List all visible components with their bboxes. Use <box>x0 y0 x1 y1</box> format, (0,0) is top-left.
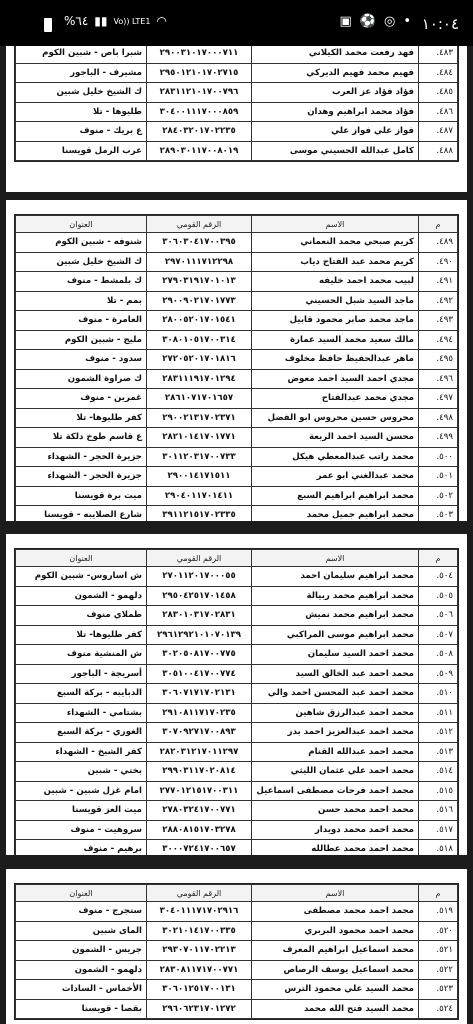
table-row <box>16 408 458 428</box>
row-number: ٤٩٤. <box>419 330 458 350</box>
national-id: ٢٩٠٠١٤١٧١٥١١ <box>147 467 252 487</box>
address: ميت برة قويسنا <box>16 486 147 506</box>
table-row <box>16 664 458 684</box>
address: دلهمو - الشمون <box>16 586 147 606</box>
table-row <box>16 684 458 704</box>
row-number: ٤٩١. <box>419 272 458 292</box>
national-id: ٣٠٦٠٧١٧١٧٠٢١٣١ <box>147 684 252 704</box>
row-number: ٥١٤. <box>419 762 458 782</box>
address: ستجرج - منوف <box>16 902 147 922</box>
table-row <box>16 980 458 1000</box>
row-number: ٥١٢. <box>419 723 458 743</box>
col-header-national-id: الرقم القومي <box>147 885 252 902</box>
address: الغوري - بركة السبع <box>16 723 147 743</box>
national-id: ٢٩٩٠٣١١٧٠٢٠٨١٤ <box>147 762 252 782</box>
table-row <box>16 762 458 782</box>
col-header-address: العنوان <box>16 216 147 233</box>
person-name: لبيب محمد احمد خليفه <box>252 272 419 292</box>
person-name: محمد احمد عبد الخالق السيد <box>252 664 419 684</box>
col-header-national-id: الرقم القومي <box>147 216 252 233</box>
person-name: محمد احمد عبد المحسن احمد والي <box>252 684 419 704</box>
table-row <box>16 46 458 63</box>
col-header-number: م <box>419 550 458 567</box>
national-id: ٣٠١١٢٠٣١٧٠٠٧٣٣ <box>147 447 252 467</box>
col-header-name: الاسم <box>252 550 419 567</box>
table-row <box>16 63 458 83</box>
person-name: محسن السيد احمد الربعة <box>252 428 419 448</box>
person-name: ماجد السيد شبل الحسيني <box>252 291 419 311</box>
whatsapp-icon: ◎ <box>383 14 396 29</box>
table-row <box>16 83 458 103</box>
address: ع بريك - منوف <box>16 122 147 142</box>
person-name: ماهر عبدالحفيظ حافظ مخلوف <box>252 350 419 370</box>
person-name: كريم صبحي محمد النعماني <box>252 233 419 253</box>
clock: ١٠:٠٤ <box>421 15 459 33</box>
national-id: ٣٠٦٠٣٠٤١٧٠٠٣٩٥ <box>147 233 252 253</box>
person-name: محمد اسماعيل ابراهيم المعرف <box>252 941 419 961</box>
row-number: ٤٩٦. <box>419 369 458 389</box>
row-number: ٥٠٥. <box>419 586 458 606</box>
person-name: محمد احمد عبدالرزق شاهين <box>252 703 419 723</box>
person-name: محمد احمد علي عثمان الليثي <box>252 762 419 782</box>
person-name: محمد احمد فرحات مصطفى اسماعيل <box>252 781 419 801</box>
col-header-national-id: الرقم القومي <box>147 550 252 567</box>
address: كفر طليوها- تلا <box>16 625 147 645</box>
person-name: محمد ابراهيم سليمان احمد <box>252 567 419 587</box>
address: شنوفه - شبين الكوم <box>16 233 147 253</box>
person-name: محمد احمد محمد عطالله <box>252 840 419 856</box>
records-table-3 <box>15 549 458 855</box>
national-id: ٢٨٦١٠٧١٧٠١٦٥٧ <box>147 389 252 409</box>
person-name: كامل عبدالله الحسيني موسى <box>252 141 419 161</box>
person-name: محمد ابراهيم جميل محمد <box>252 506 419 522</box>
address: جريس - الشمون <box>16 941 147 961</box>
row-number: ٥١٣. <box>419 742 458 762</box>
document-page-2 <box>6 200 467 521</box>
person-name: محمد احمد محمد دويدار <box>252 820 419 840</box>
table-row <box>16 625 458 645</box>
table-row <box>16 141 458 161</box>
row-number: ٥٢١. <box>419 941 458 961</box>
address: بقصا - قويسنا <box>16 999 147 1019</box>
national-id: ٢٩٠٠٢١٣١٧٠٢٣٧١ <box>147 408 252 428</box>
address: كفر طليوها- تلا <box>16 408 147 428</box>
address: بمم - تلا <box>16 291 147 311</box>
address: دلهمو - الشمون <box>16 960 147 980</box>
address: سدود - منوف <box>16 350 147 370</box>
national-id: ٣٩١١٢١٥١٧٠٢٣٣٥ <box>147 506 252 522</box>
table-row <box>16 703 458 723</box>
table-row <box>16 272 458 292</box>
system-icons <box>64 14 167 28</box>
person-name: ماجد محمد صابر محمود قابيل <box>252 311 419 331</box>
table-row <box>16 428 458 448</box>
person-name: محمد اسماعيل يوسف الرصاص <box>252 960 419 980</box>
national-id: ٣٠٤٠٠١١١٧٠٠٠٨٥٩ <box>147 102 252 122</box>
ball-icon: ⚽ <box>359 14 376 29</box>
address: مشيرف - الباجور <box>16 63 147 83</box>
address: شبرا باص - شبين الكوم <box>16 46 147 63</box>
address: غمرين - منوف <box>16 389 147 409</box>
table-row <box>16 840 458 856</box>
notification-icons <box>340 14 412 29</box>
col-header-address: العنوان <box>16 550 147 567</box>
person-name: محروس حسين محروس ابو الفضل <box>252 408 419 428</box>
row-number: ٥٠٠. <box>419 447 458 467</box>
row-number: ٥١٥. <box>419 781 458 801</box>
address: الأخماس - السادات <box>16 980 147 1000</box>
row-number: ٤٨٦. <box>419 102 458 122</box>
person-name: كريم محمد عبد الفتاح دياب <box>252 252 419 272</box>
national-id: ٢٧٩٠٣١٩١٧٠١٠١٣ <box>147 272 252 292</box>
national-id: ٣٠٨٠١٠٥١٧٠٠٣١٤ <box>147 330 252 350</box>
address: ك الشيخ خليل شبين <box>16 252 147 272</box>
national-id: ٢٩٠٤٠١١٧٠١٤١١ <box>147 486 252 506</box>
national-id: ٣٠٧٠٩٢٧١٧٠٠٨٩٣ <box>147 723 252 743</box>
row-number: ٤٩٣. <box>419 311 458 331</box>
table-row <box>16 999 458 1019</box>
table-row <box>16 742 458 762</box>
row-number: ٤٩٩. <box>419 428 458 448</box>
person-name: فهيم محمد فهيم الديركي <box>252 63 419 83</box>
document-page-3 <box>6 534 467 855</box>
person-name: فواز علي فواز علي <box>252 122 419 142</box>
address: ك صراوة الشمون <box>16 369 147 389</box>
row-number: ٥١٩. <box>419 902 458 922</box>
national-id: ٢٩٦٠٦٢٣١٧٠١٢٧٢ <box>147 999 252 1019</box>
row-number: ٥١١. <box>419 703 458 723</box>
row-number: ٥١٨. <box>419 840 458 856</box>
table-row <box>16 369 458 389</box>
address: بختي - شبين <box>16 762 147 782</box>
table-row <box>16 781 458 801</box>
national-id: ٢٩٣٠٧٠١١٧٠٢٢١٣ <box>147 941 252 961</box>
records-table-2 <box>15 215 458 521</box>
person-name: محمد عبدالغني ابو عمر <box>252 467 419 487</box>
row-number: ٥٠٩. <box>419 664 458 684</box>
row-number: ٤٨٩. <box>419 233 458 253</box>
person-name: فهد رفعت محمد الكيلاني <box>252 46 419 63</box>
wifi-icon: ◠ <box>156 14 167 28</box>
address: أسريجة - الباجور <box>16 664 147 684</box>
status-bar <box>0 0 473 46</box>
national-id: ٢٩٠٠٩٠٢١٧٠١٧٧٣ <box>147 291 252 311</box>
address: عرب الرمل قويسنا <box>16 141 147 161</box>
row-number: ٥٠٢. <box>419 486 458 506</box>
row-number: ٤٨٤. <box>419 63 458 83</box>
national-id: ٢٧٨٠٣٢٤١٧٠٠٧٧١ <box>147 801 252 821</box>
table-row <box>16 467 458 487</box>
battery-icon <box>44 18 52 32</box>
address: ميت العز قويسنا <box>16 801 147 821</box>
table-row <box>16 252 458 272</box>
battery-text: %٦٤ <box>64 14 89 28</box>
row-number: ٥٢٤. <box>419 999 458 1019</box>
table-row <box>16 486 458 506</box>
row-number: ٤٨٨. <box>419 141 458 161</box>
row-number: ٤٩٧. <box>419 389 458 409</box>
national-id: ٣٠٦٠١٢٥١٧٠٠١٣١ <box>147 980 252 1000</box>
row-number: ٥٠٣. <box>419 506 458 522</box>
national-id: ٢٩٦١٢٩٢١٠١٠٧٠١٣٩ <box>147 625 252 645</box>
address: ك بلمشط - منوف <box>16 272 147 292</box>
person-name: محمد احمد محمد مصطفى <box>252 902 419 922</box>
row-number: ٥٠٤. <box>419 567 458 587</box>
table-row <box>16 586 458 606</box>
person-name: محمد ابراهيم محمد نميش <box>252 606 419 626</box>
national-id: ٢٧٧٠١٢١٥١٧٠٠٣١١ <box>147 781 252 801</box>
table-row <box>16 606 458 626</box>
table-row <box>16 506 458 522</box>
row-number: ٥٠٦. <box>419 606 458 626</box>
address: ع قاسم طوخ دلكة تلا <box>16 428 147 448</box>
table-row <box>16 567 458 587</box>
person-name: محمد ابراهيم محمد ربيالة <box>252 586 419 606</box>
person-name: محمد ابراهيم ابراهيم السبع <box>252 486 419 506</box>
address: برهيم - منوف <box>16 840 147 856</box>
document-page-1 <box>6 46 467 192</box>
person-name: فؤاد فؤاد عز العرب <box>252 83 419 103</box>
address: ش المنشية منوف <box>16 645 147 665</box>
person-name: مجدي محمد عبدالفتاح <box>252 389 419 409</box>
national-id: ٢٨٨٠٨١٥١٧٠٣٢٧٨ <box>147 820 252 840</box>
national-id: ٢٧٢٠٥٢٠١٧٠١٨١٦ <box>147 350 252 370</box>
national-id: ٣٠٢١٠١٤١٧٠٠٣٣٥ <box>147 921 252 941</box>
table-header-row <box>16 216 458 233</box>
row-number: ٥١٠. <box>419 684 458 704</box>
table-row <box>16 122 458 142</box>
national-id: ٢٨٣٠١٠٣١٧٠٢٨٣١ <box>147 606 252 626</box>
row-number: ٥١٧. <box>419 820 458 840</box>
address: شارع الصلايبه - قويسنا <box>16 506 147 522</box>
person-name: محمد راتب عبدالمعطي هيكل <box>252 447 419 467</box>
table-row <box>16 447 458 467</box>
person-name: محمد احمد عبدالعزيز احمد بدر <box>252 723 419 743</box>
person-name: فؤاد محمد ابراهيم وهدان <box>252 102 419 122</box>
national-id: ٣٠٠٠٧٢٤١٧٠٠٦٥٧ <box>147 840 252 856</box>
person-name: محمد السيد علي محمود الترس <box>252 980 419 1000</box>
table-row <box>16 723 458 743</box>
national-id: ٢٨٣١١٢١٠١٧٠٠٧٩٦ <box>147 83 252 103</box>
row-number: ٤٩٨. <box>419 408 458 428</box>
row-number: ٥٠٨. <box>419 645 458 665</box>
national-id: ٣٠٢٠٥٠٨١٧٠٠٧٧٥ <box>147 645 252 665</box>
row-number: ٤٩٢. <box>419 291 458 311</box>
col-header-address: العنوان <box>16 885 147 902</box>
table-row <box>16 233 458 253</box>
dot-icon: • <box>403 14 411 29</box>
table-row <box>16 645 458 665</box>
national-id: ٢٨٩٠٣٠١١٧٠٠٨٠١٩ <box>147 141 252 161</box>
person-name: محمد احمد عبدالله القنام <box>252 742 419 762</box>
national-id: ٣٠٥١٠٠٤١٧٠٠٧٧٤ <box>147 664 252 684</box>
gallery-icon: ▣ <box>339 14 352 29</box>
table-row <box>16 311 458 331</box>
address: الدبايبه - بركة السبع <box>16 684 147 704</box>
row-number: ٥٠٧. <box>419 625 458 645</box>
table-header-row <box>16 550 458 567</box>
address: ش اساروس- شبين الكوم <box>16 567 147 587</box>
row-number: ٥٢٢. <box>419 960 458 980</box>
person-name: محمد احمد السيد سليمان <box>252 645 419 665</box>
address: العامرة - منوف <box>16 311 147 331</box>
records-table-4 <box>15 884 458 1019</box>
national-id: ٢٧٠١١٢٠١٧٠٠٠٥٥ <box>147 567 252 587</box>
national-id: ٢٩٧٠١١١٧١٢٢٩٨ <box>147 252 252 272</box>
col-header-name: الاسم <box>252 216 419 233</box>
table-row <box>16 102 458 122</box>
national-id: ٢٩٥٠١٢١٠١٧٠٢٧١٥ <box>147 63 252 83</box>
table-row <box>16 350 458 370</box>
address: ك الشيخ خليل شبين <box>16 83 147 103</box>
row-number: ٥٢٠. <box>419 921 458 941</box>
table-row <box>16 801 458 821</box>
address: الماى شبين <box>16 921 147 941</box>
address: سروهيت - منوف <box>16 820 147 840</box>
table-row <box>16 389 458 409</box>
national-id: ٢٩١٠٨١١٧١٧٠٢٣٥ <box>147 703 252 723</box>
address: امام غزل شبين - شبين <box>16 781 147 801</box>
table-row <box>16 902 458 922</box>
table-row <box>16 960 458 980</box>
col-header-number: م <box>419 216 458 233</box>
national-id: ٢٨٤٠٣٢٠١٧٠٢٢٣٥ <box>147 122 252 142</box>
table-row <box>16 941 458 961</box>
address: مليج - شبين الكوم <box>16 330 147 350</box>
national-id: ٢٩٠٠٣١٠١٧٠٠٠٧١١ <box>147 46 252 63</box>
national-id: ٢٨٣٠٨١١٧١٧٠٠٧٧١ <box>147 960 252 980</box>
person-name: مالك سعيد محمد السيد عمارة <box>252 330 419 350</box>
col-header-number: م <box>419 885 458 902</box>
row-number: ٤٨٥. <box>419 83 458 103</box>
address: طملاي منوف <box>16 606 147 626</box>
national-id: ٣٠٤٠١١١٧١٧٠٢٩١٦ <box>147 902 252 922</box>
address: كفر الشيخ - الشهداء <box>16 742 147 762</box>
row-number: ٤٨٧. <box>419 122 458 142</box>
national-id: ٢٨٠٠٥٢٠١٧٠١٥٤١ <box>147 311 252 331</box>
row-number: ٤٩٥. <box>419 350 458 370</box>
person-name: محمد ابراهيم موسى المراكبي <box>252 625 419 645</box>
national-id: ٢٨٢١٠١٤١٧٠١٧٧١ <box>147 428 252 448</box>
table-row <box>16 921 458 941</box>
national-id: ٢٨٣١١١٩١٧٠١٢٩٤ <box>147 369 252 389</box>
table-row <box>16 330 458 350</box>
national-id: ٢٨٢٠٣١٢١٧٠١١٢٩٧ <box>147 742 252 762</box>
person-name: محمد احمد محمد حسن <box>252 801 419 821</box>
person-name: مجدي احمد السيد احمد معوض <box>252 369 419 389</box>
person-name: محمد السيد فتح الله محمد <box>252 999 419 1019</box>
col-header-name: الاسم <box>252 885 419 902</box>
row-number: ٥١٦. <box>419 801 458 821</box>
network-label: Vo)) LTE1 <box>113 16 151 26</box>
address: جزيرة الحجر - الشهداء <box>16 447 147 467</box>
row-number: ٥٠١. <box>419 467 458 487</box>
row-number: ٥٢٣. <box>419 980 458 1000</box>
address: بشتامي - الشهداء <box>16 703 147 723</box>
table-header-row <box>16 885 458 902</box>
row-number: ٤٨٣. <box>419 46 458 63</box>
table-row <box>16 820 458 840</box>
address: طليوها - تلا <box>16 102 147 122</box>
row-number: ٤٩٠. <box>419 252 458 272</box>
document-page-4 <box>6 869 467 1024</box>
address: جزيرة الحجر - الشهداء <box>16 467 147 487</box>
national-id: ٢٩٥٠٤٢٥١٧٠١٤٥٨ <box>147 586 252 606</box>
table-row <box>16 291 458 311</box>
signal-icon: ▮▮ <box>94 14 108 28</box>
person-name: محمد احمد محمود البربري <box>252 921 419 941</box>
records-table-1 <box>15 46 458 161</box>
